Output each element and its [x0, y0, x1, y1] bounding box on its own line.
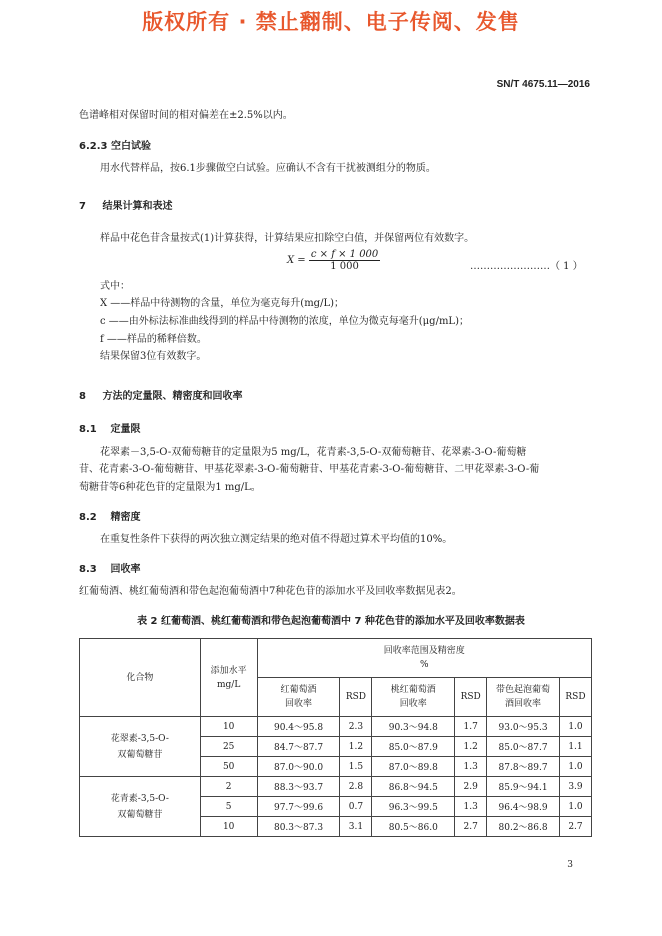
cell-rose-recovery: 87.0～89.8 — [372, 757, 455, 777]
header-red-wine: 红葡萄酒 回收率 — [257, 678, 340, 717]
heading-title: 回收率 — [110, 564, 141, 575]
cell-sparkling-recovery: 96.4～98.9 — [487, 797, 560, 817]
cell-red-recovery: 80.3～87.3 — [257, 817, 340, 837]
formula-fraction — [309, 249, 380, 272]
compound-name: 花青素-3,5-O- 双葡萄糖苷 — [80, 777, 201, 837]
cell-rose-recovery: 80.5～86.0 — [372, 817, 455, 837]
loq-line-2: 苷、花青素-3-O-葡萄糖苷、甲基花翠素-3-O-葡萄糖苷、甲基花青素-3-O-葡萄糖苷、二甲花翠素-3-O-葡 — [79, 464, 540, 475]
cell-sparkling-recovery: 85.0～87.7 — [487, 737, 560, 757]
header-rose-wine: 桃红葡萄酒 回收率 — [372, 678, 455, 717]
variable-x-definition: X ——样品中待测物的含量，单位为毫克每升(mg/L)； — [100, 298, 344, 309]
cell-sparkling-rsd: 2.7 — [559, 817, 591, 837]
significant-figures-note: 结果保留3位有效数字。 — [100, 351, 207, 362]
header-spike-level — [200, 639, 257, 717]
heading-number: 8.2 — [79, 512, 97, 523]
cell-rose-rsd: 2.9 — [455, 777, 487, 797]
cell-sparkling-recovery: 93.0～95.3 — [487, 717, 560, 737]
cell-rose-recovery: 86.8～94.5 — [372, 777, 455, 797]
heading-8-3 — [79, 560, 140, 575]
compound-name: 花翠素-3,5-O- 双葡萄糖苷 — [80, 717, 201, 777]
cell-red-recovery: 87.0～90.0 — [257, 757, 340, 777]
where-label: 式中： — [100, 281, 130, 292]
table-header-row — [80, 639, 592, 678]
heading-8-1 — [79, 420, 140, 435]
header-sparkling-wine: 带色起泡葡萄 酒回收率 — [487, 678, 560, 717]
cell-sparkling-rsd: 1.0 — [559, 757, 591, 777]
document-number: SN/T 4675.11—2016 — [496, 79, 590, 90]
cell-red-recovery: 97.7～99.6 — [257, 797, 340, 817]
cell-rose-recovery: 90.3～94.8 — [372, 717, 455, 737]
cell-rose-recovery: 96.3～99.5 — [372, 797, 455, 817]
header-level-label: 添加水平 — [210, 665, 247, 676]
cell-level: 50 — [200, 757, 257, 777]
heading-8 — [79, 387, 242, 402]
table-row — [80, 777, 592, 797]
variable-f-definition: f ——样品的稀释倍数。 — [100, 334, 207, 345]
heading-title: 结果计算和表述 — [102, 201, 173, 212]
continued-paragraph: 色谱峰相对保留时间的相对偏差在±2.5%以内。 — [79, 110, 293, 121]
cell-red-rsd: 2.8 — [340, 777, 372, 797]
cell-red-recovery: 90.4～95.8 — [257, 717, 340, 737]
heading-title: 空白试验 — [110, 141, 151, 152]
cell-rose-rsd: 1.3 — [455, 797, 487, 817]
heading-title: 精密度 — [110, 512, 141, 523]
heading-number: 8.1 — [79, 424, 97, 435]
header-range-unit: % — [420, 660, 429, 670]
formula-lhs: X = — [287, 255, 306, 266]
recovery-data-table — [79, 638, 592, 837]
heading-6-2-3 — [79, 137, 151, 152]
precision-paragraph: 在重复性条件下获得的两次独立测定结果的绝对值不得超过算术平均值的10%。 — [100, 534, 453, 545]
loq-line-1: 花翠素－3,5-O-双葡萄糖苷的定量限为5 mg/L，花青素-3,5-O-双葡萄糖苷、花翠素-3-O-葡萄糖 — [100, 447, 527, 458]
header-compound: 化合物 — [80, 639, 201, 717]
cell-red-rsd: 3.1 — [340, 817, 372, 837]
cell-red-recovery: 84.7～87.7 — [257, 737, 340, 757]
header-rsd-sparkling: RSD — [559, 678, 591, 717]
watermark-banner: 版权所有 · 禁止翻制、电子传阅、发售 — [142, 10, 520, 34]
table-caption: 表 2 红葡萄酒、桃红葡萄酒和带色起泡葡萄酒中 7 种花色苷的添加水平及回收率数据表 — [137, 616, 525, 627]
header-rsd-red: RSD — [340, 678, 372, 717]
loq-line-3: 萄糖苷等6种花色苷的定量限为1 mg/L。 — [79, 482, 261, 493]
heading-number: 7 — [79, 201, 86, 212]
variable-c-definition: c ——由外标法标准曲线得到的样品中待测物的浓度，单位为微克每毫升(μg/mL)； — [100, 316, 469, 327]
cell-sparkling-rsd: 1.0 — [559, 717, 591, 737]
cell-sparkling-rsd: 3.9 — [559, 777, 591, 797]
cell-red-rsd: 1.2 — [340, 737, 372, 757]
formula-denominator: 1 000 — [330, 261, 359, 272]
cell-rose-rsd: 1.3 — [455, 757, 487, 777]
cell-level: 10 — [200, 817, 257, 837]
cell-rose-rsd: 1.7 — [455, 717, 487, 737]
calculation-intro: 样品中花色苷含量按式(1)计算获得，计算结果应扣除空白值，并保留两位有效数字。 — [100, 233, 475, 244]
table-row — [80, 717, 592, 737]
heading-title: 定量限 — [110, 424, 141, 435]
heading-8-2 — [79, 508, 140, 523]
cell-level: 2 — [200, 777, 257, 797]
cell-rose-recovery: 85.0～87.9 — [372, 737, 455, 757]
header-rsd-rose: RSD — [455, 678, 487, 717]
cell-red-rsd: 0.7 — [340, 797, 372, 817]
cell-rose-rsd: 2.7 — [455, 817, 487, 837]
equation-number: ……………………（ 1 ） — [470, 261, 583, 272]
cell-level: 25 — [200, 737, 257, 757]
formula-1 — [287, 249, 380, 272]
cell-level: 10 — [200, 717, 257, 737]
cell-sparkling-rsd: 1.1 — [559, 737, 591, 757]
cell-red-rsd: 2.3 — [340, 717, 372, 737]
cell-sparkling-rsd: 1.0 — [559, 797, 591, 817]
cell-sparkling-recovery: 85.9～94.1 — [487, 777, 560, 797]
recovery-paragraph: 红葡萄酒、桃红葡萄酒和带色起泡葡萄酒中7种花色苷的添加水平及回收率数据见表2。 — [79, 586, 462, 597]
cell-red-recovery: 88.3～93.7 — [257, 777, 340, 797]
cell-sparkling-recovery: 87.8～89.7 — [487, 757, 560, 777]
page-number: 3 — [567, 860, 573, 870]
cell-sparkling-recovery: 80.2～86.8 — [487, 817, 560, 837]
heading-title: 方法的定量限、精密度和回收率 — [102, 391, 243, 402]
header-level-unit: mg/L — [217, 679, 241, 690]
header-range-label: 回收率范围及精密度 — [383, 646, 465, 656]
cell-red-rsd: 1.5 — [340, 757, 372, 777]
heading-number: 8 — [79, 391, 86, 402]
cell-rose-rsd: 1.2 — [455, 737, 487, 757]
header-recovery-range — [257, 639, 591, 678]
heading-number: 6.2.3 — [79, 141, 108, 152]
heading-number: 8.3 — [79, 564, 97, 575]
heading-7 — [79, 197, 172, 212]
formula-numerator: c × f × 1 000 — [310, 249, 379, 260]
cell-level: 5 — [200, 797, 257, 817]
blank-test-paragraph: 用水代替样品，按6.1步骤做空白试验。应确认不含有干扰被测组分的物质。 — [100, 163, 436, 174]
